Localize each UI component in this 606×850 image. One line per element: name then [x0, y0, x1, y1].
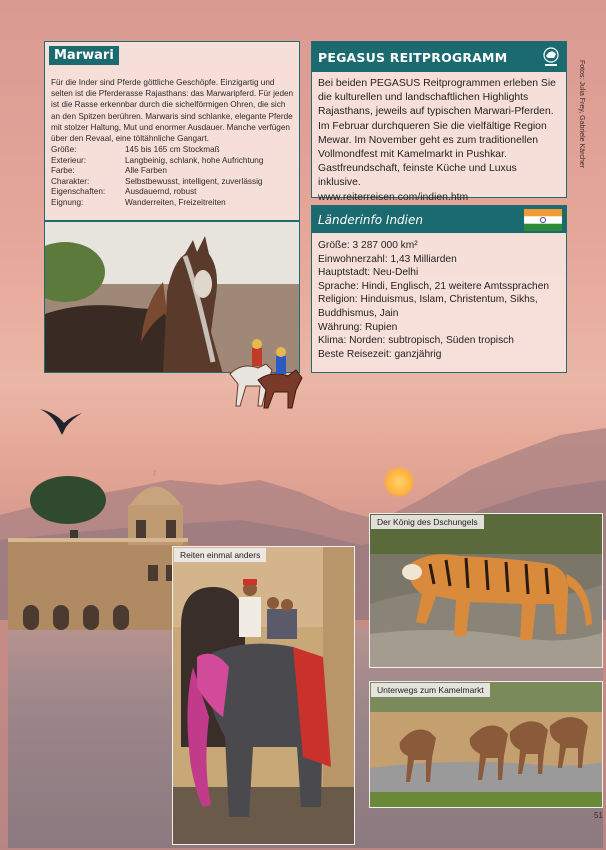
spec-value: 145 bis 165 cm Stockmaß	[125, 145, 220, 155]
spec-key: Größe:	[51, 145, 77, 155]
bird-silhouette	[38, 405, 84, 441]
info-line: Beste Reisezeit: ganzjährig	[318, 348, 442, 360]
riders-illustration	[222, 334, 310, 410]
spec-row	[51, 156, 294, 167]
tiger-caption: Der König des Dschungels	[371, 515, 484, 529]
spec-value: Langbeinig, schlank, hohe Aufrichtung	[125, 155, 264, 165]
camel-caption: Unterwegs zum Kamelmarkt	[371, 683, 490, 697]
spec-row	[51, 187, 294, 198]
photo-credit-text: Fotos: Julia Frey, Gabriele Kärcher	[578, 60, 585, 169]
info-line: Größe: 3 287 000 km²	[318, 240, 418, 251]
info-line: Währung: Rupien	[318, 321, 398, 333]
info-line: Religion: Hinduismus, Islam, Christentum, Sikhs, Buddhismus, Jain	[318, 294, 538, 319]
spec-row	[51, 177, 294, 188]
info-line: Einwohnerzahl: 1,43 Milliarden	[318, 253, 457, 265]
pegasus-url-link[interactable]: www.reiterreisen.com/indien.htm	[318, 191, 469, 203]
spec-value: Ausdauernd, robust	[125, 187, 197, 197]
pegasus-body: Bei beiden PEGASUS Reitprogrammen erleben Sie die kulturellen und landschaftlichen Highlights Rajasthans, jeweils auf typischen Marwari-Pferden. Im Februar durchqueren Sie die vielfältige Region Mewar. Im November geht es zum traditionellen Vollmondfest mit Kamelmarkt in Pushkar. Gastfreundschaft, feinste Küche und Luxus inklusive.	[318, 78, 556, 189]
marwari-intro: Für die Inder sind Pferde göttliche Geschöpfe. Einzigartig und selten ist die Pferderasse Rajasthans: das Marwaripferd. Für jeden ist die Rasse erkennbar durch die sichelförmigen Ohren, die sich an den Spitzen berühren. Marwaris sind schlanke, elegante Pferde mit stolzer Haltung, Mut und enormer Ausdauer. Manche verfügen über den Revaal, eine töltähnliche Gangart.	[51, 78, 294, 144]
spec-row	[51, 166, 294, 177]
info-line: Klima: Norden: subtropisch, Süden tropisch	[318, 335, 514, 347]
camel-illustration	[370, 682, 603, 808]
spec-key: Exterieur:	[51, 155, 87, 165]
elephant-caption: Reiten einmal anders	[174, 548, 266, 562]
spec-key: Farbe:	[51, 166, 75, 176]
marwari-info-box	[44, 41, 300, 221]
elephant-photo	[172, 546, 355, 845]
tiger-photo	[369, 513, 603, 668]
marwari-title: Marwari	[49, 46, 119, 65]
elephant-illustration	[173, 547, 355, 845]
sun	[384, 467, 414, 497]
pegasus-title: PEGASUS REITPROGRAMM	[318, 49, 508, 65]
spec-row	[51, 145, 294, 156]
spec-value: Alle Farben	[125, 166, 167, 176]
spec-key: Eigenschaften:	[51, 187, 106, 197]
laenderinfo-title: Länderinfo Indien	[318, 212, 423, 227]
spec-key: Eignung:	[51, 197, 84, 207]
page-number: 51	[594, 811, 603, 820]
laenderinfo-header	[312, 206, 566, 233]
camel-photo	[369, 681, 603, 808]
marwari-specs	[51, 145, 294, 208]
pegasus-text	[318, 77, 560, 205]
spec-row	[51, 198, 294, 209]
pegasus-logo-icon	[542, 46, 560, 68]
laenderinfo-box	[311, 205, 567, 373]
india-flag-icon	[524, 209, 562, 231]
spec-value: Wanderreiten, Freizeitreiten	[125, 197, 226, 207]
spec-value: Selbstbewusst, intelligent, zuverlässig	[125, 176, 263, 186]
pegasus-program-box	[311, 41, 567, 203]
info-line: Sprache: Hindi, Englisch, 21 weitere Amtssprachen	[318, 280, 550, 292]
info-line: Hauptstadt: Neu-Delhi	[318, 267, 419, 279]
laenderinfo-list	[318, 239, 560, 361]
tiger-illustration	[370, 514, 603, 668]
photo-credit	[575, 60, 587, 180]
spec-key: Charakter:	[51, 176, 90, 186]
lake-palace	[8, 470, 188, 630]
pegasus-header	[312, 42, 566, 72]
